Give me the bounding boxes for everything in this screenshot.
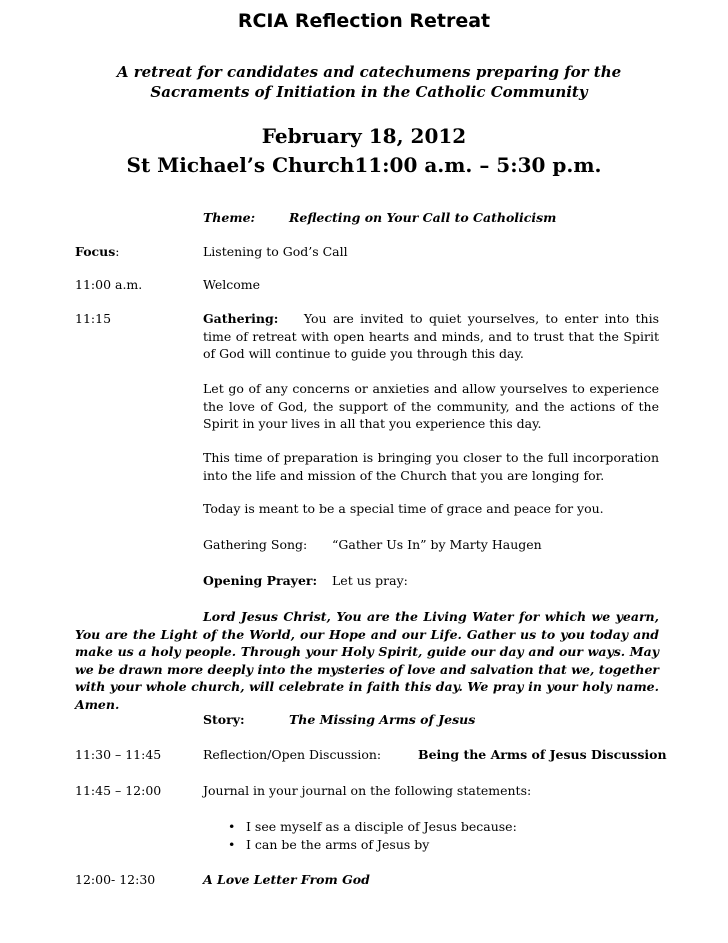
journal-text: Journal in your journal on the following statements: [203,783,532,798]
story-label: Story: [203,712,245,727]
event-date: February 18, 2012 [261,124,467,148]
theme-label: Theme: [203,210,256,225]
list-item-text: I see myself as a disciple of Jesus because: [246,819,517,834]
reflection-time: 11:30 – 11:45 [75,747,162,762]
focus-value: Listening to God’s Call [203,244,348,259]
reflection-value: Being the Arms of Jesus Discussion [418,747,667,762]
list-item [228,836,517,854]
love-letter-time: 12:00- 12:30 [75,872,156,887]
gathering-song-label: Gathering Song: [203,537,308,552]
list-item [228,818,517,836]
focus-label-colon: : [115,244,120,259]
list-item-text: I can be the arms of Jesus by [246,837,430,852]
preparation-paragraph: This time of preparation is bringing you closer to the full incorporation into the life and mission of the Church that you are longing for. [203,450,659,483]
gathering-song-value: “Gather Us In” by Marty Haugen [332,537,542,552]
love-letter-text: A Love Letter From God [203,872,370,887]
focus-label [75,244,119,259]
journal-statements-list [228,818,517,854]
focus-label-text: Focus [75,244,116,259]
theme-value: Reflecting on Your Call to Catholicism [289,210,557,225]
gathering-label: Gathering: [203,311,279,326]
journal-time: 11:45 – 12:00 [75,783,162,798]
prayer-text: Lord Jesus Christ, You are the Living Water for which we yearn, You are the Light of the World, our Hope and our Life. Gather us to you today and make us a holy people. Through your Holy Spirit, guide our day and our ways. May we be drawn more deeply into the mysteries of love and salvation that we, together with your whole church, will celebrate in faith this day. We pray in your holy name. Amen. [75,609,659,712]
gathering-text: You are invited to quiet yourselves, to enter into this time of retreat with open hearts and minds, and to trust that the Spirit of God will continue to guide you through this day. [203,311,659,361]
document-title: RCIA Reflection Retreat [237,10,491,32]
let-go-paragraph: Let go of any concerns or anxieties and allow yourselves to experience the love of God, the support of the community, and the actions of the Spirit in your lives in all that you experience this day. [203,381,659,431]
prayer-paragraph [75,608,659,714]
gathering-paragraph [203,310,659,363]
reflection-label: Reflection/Open Discussion: [203,747,382,762]
welcome-time: 11:00 a.m. [75,277,143,292]
story-value: The Missing Arms of Jesus [289,712,476,727]
opening-prayer-value: Let us pray: [332,573,408,588]
gathering-time: 11:15 [75,311,112,326]
welcome-text: Welcome [203,277,261,292]
opening-prayer-label: Opening Prayer: [203,573,318,588]
today-paragraph: Today is meant to be a special time of grace and peace for you. [203,501,604,516]
event-venue-time: St Michael’s Church11:00 a.m. – 5:30 p.m. [126,153,602,177]
document-subtitle: A retreat for candidates and catechumens preparing for the Sacraments of Initiation in the Catholic Community [116,63,622,101]
